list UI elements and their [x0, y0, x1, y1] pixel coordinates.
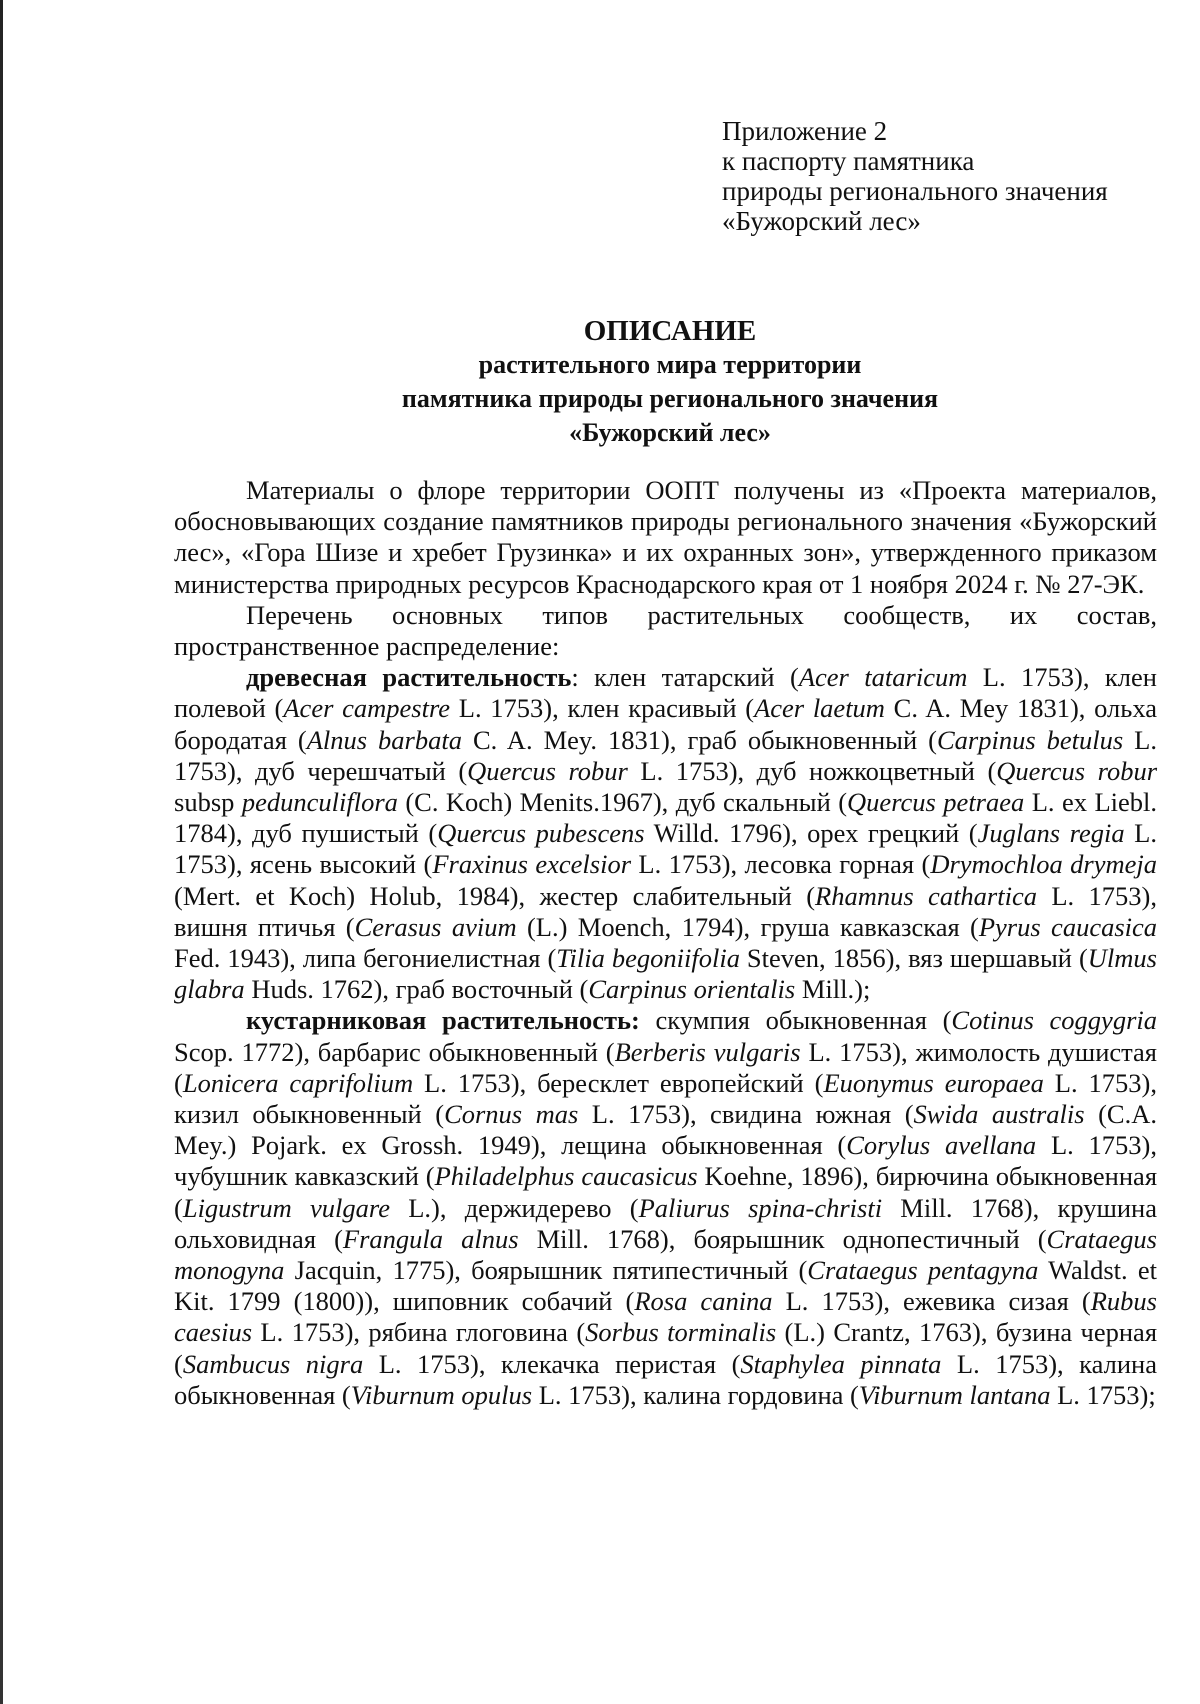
- text-run: L. 1753), клен полевой (: [174, 662, 1157, 724]
- text-run: L. 1753), ежевика сизая (: [772, 1286, 1091, 1317]
- latin-species-name: Acer campestre: [283, 693, 451, 724]
- text-run: Mill. 1768), боярышник однопестичный (: [518, 1223, 1047, 1254]
- latin-species-name: Ulmus glabra: [174, 943, 1157, 1005]
- text-run: Fed. 1943), липа бегониелистная (: [174, 943, 557, 974]
- latin-species-name: Rubus caesius: [174, 1286, 1157, 1348]
- latin-species-name: Acer laetum: [754, 693, 885, 724]
- text-run: L.), держидерево (: [390, 1192, 639, 1223]
- latin-species-name: Staphylea pinnata: [740, 1348, 942, 1379]
- text-run: L. 1753), дуб черешчатый (: [174, 724, 1157, 786]
- title-line: растительного мира территории: [478, 350, 862, 379]
- text-run: Jacquin, 1775), боярышник пятипестичный (: [284, 1255, 808, 1286]
- appendix-line: Приложение 2: [722, 116, 888, 146]
- latin-species-name: Swida australis: [913, 1099, 1085, 1130]
- woody-heading: древесная растительность: [246, 662, 572, 693]
- text-run: L. 1753), лесовка горная (: [631, 849, 931, 880]
- text-run: Mill.);: [795, 974, 871, 1005]
- text-run: Willd. 1796), орех грецкий (: [644, 818, 978, 849]
- latin-species-name: Juglans regia: [977, 818, 1125, 849]
- text-run: L. 1753), бересклет европейский (: [413, 1067, 824, 1098]
- latin-species-name: Quercus pubescens: [437, 818, 645, 849]
- latin-species-name: Drymochloa drymeja: [930, 849, 1158, 880]
- latin-species-name: Alnus barbata: [306, 724, 462, 755]
- text-run: L. 1753), свидина южная (: [578, 1099, 914, 1130]
- paragraph-list-intro: Перечень основных типов растительных сообществ, их состав, пространственное распределение:: [174, 599, 1157, 662]
- text-run: L. ex Liebl. 1784), дуб пушистый (: [174, 787, 1157, 849]
- shrub-heading: кустарниковая растительность:: [246, 1005, 640, 1036]
- paragraph-woody: [174, 662, 1157, 1005]
- title-line: «Бужорский лес»: [569, 418, 771, 447]
- latin-species-name: Rosa canina: [634, 1286, 773, 1317]
- text-run: L. 1753), клекачка перистая (: [363, 1348, 741, 1379]
- text-run: L. 1753);: [1050, 1379, 1156, 1410]
- text-run: L. 1753), чубушник кавказский (: [174, 1130, 1157, 1192]
- latin-species-name: Philadelphus caucasicus: [434, 1161, 698, 1192]
- text-run: L. 1753), калина гордовина (: [532, 1379, 859, 1410]
- document-body: [174, 475, 1157, 1411]
- woody-species-list: [174, 662, 1157, 1004]
- latin-species-name: Crataegus monogyna: [174, 1223, 1157, 1286]
- paragraph-materials: Материалы о флоре территории ООПТ получены из «Проекта материалов, обосновывающих создание памятников природы регионального значения «Бужорский лес», «Гора Шизе и хребет Грузинка» и их охранных зон», утвержденного приказом министерства природных ресурсов Краснодарского края от 1 ноября 2024 г. № 27-ЭК.: [174, 475, 1157, 599]
- text-run: L. 1753), клен красивый (: [450, 693, 755, 724]
- latin-species-name: Cornus mas: [444, 1099, 579, 1130]
- text-run: L. 1753), жимолость душистая (: [174, 1036, 1157, 1098]
- latin-species-name: Tilia begoniifolia: [556, 943, 740, 974]
- text-run: Scop. 1772), барбарис обыкновенный (: [174, 1036, 615, 1067]
- latin-species-name: Carpinus betulus: [936, 724, 1124, 755]
- document-title: [170, 314, 1170, 450]
- latin-species-name: Paliurus spina-christi: [638, 1192, 883, 1223]
- text-run: L. 1753), кизил обыкновенный (: [174, 1067, 1157, 1130]
- text-run: : клен татарский (: [571, 662, 799, 693]
- text-run: Koehne, 1896), бирючина обыкновенная (: [174, 1161, 1158, 1223]
- latin-species-name: Acer tataricum: [798, 662, 968, 693]
- latin-species-name: Ligustrum vulgare: [182, 1192, 390, 1223]
- appendix-header: [722, 116, 1108, 236]
- text-run: (C. Koch) Menits.1967), дуб скальный (: [397, 787, 848, 818]
- text-run: Waldst. et Kit. 1799 (1800)), шиповник собачий (: [174, 1255, 1157, 1317]
- text-run: L. 1753), рябина глоговина (: [252, 1317, 586, 1348]
- text-run: Huds. 1762), граб восточный (: [244, 974, 589, 1005]
- text-run: скумпия обыкновенная (: [639, 1005, 952, 1036]
- text-run: (Mert. et Koch) Holub, 1984), жестер слабительный (: [174, 880, 816, 911]
- text-run: (L.) Crantz, 1763), бузина черная (: [174, 1317, 1158, 1379]
- text-run: Steven, 1856), вяз шершавый (: [739, 943, 1088, 974]
- latin-species-name: Sorbus torminalis: [585, 1317, 777, 1348]
- text-run: L. 1753), дуб ножкоцветный (: [627, 755, 997, 786]
- latin-species-name: Quercus petraea: [847, 787, 1025, 818]
- scan-edge: [0, 0, 3, 1704]
- latin-species-name: Pyrus caucasica: [978, 911, 1158, 942]
- appendix-line: «Бужорский лес»: [722, 206, 921, 236]
- latin-species-name: Fraxinus excelsior: [432, 849, 632, 880]
- latin-species-name: Quercus robur: [467, 755, 628, 786]
- text-run: C. A. Mey 1831), ольха бородатая (: [174, 693, 1158, 755]
- latin-species-name: Cotinus coggygria: [951, 1005, 1157, 1036]
- latin-species-name: Sambucus nigra: [182, 1348, 364, 1379]
- text-run: C. A. Mey. 1831), граб обыкновенный (: [461, 724, 937, 755]
- shrub-species-list: [174, 1005, 1157, 1409]
- latin-species-name: Quercus robur: [996, 755, 1158, 786]
- text-run: Mill. 1768), крушина ольховидная (: [174, 1192, 1157, 1254]
- latin-species-name: Euonymus europaea: [823, 1067, 1044, 1098]
- appendix-line: к паспорту памятника: [722, 146, 975, 176]
- appendix-line: природы регионального значения: [722, 176, 1108, 206]
- latin-species-name: Corylus avellana: [846, 1130, 1037, 1161]
- latin-species-name: Viburnum opulus: [350, 1379, 533, 1410]
- latin-species-name: Berberis vulgaris: [614, 1036, 801, 1067]
- text-run: (C.A. Mey.) Pojark. ex Grossh. 1949), лещина обыкновенная (: [174, 1099, 1157, 1161]
- text-run: subsp: [174, 787, 242, 818]
- text-run: L. 1753), вишня птичья (: [174, 880, 1157, 942]
- title-main: ОПИСАНИЕ: [583, 315, 757, 347]
- paragraph-shrub: [174, 1005, 1157, 1411]
- latin-species-name: Carpinus orientalis: [588, 974, 796, 1005]
- latin-species-name: Frangula alnus: [342, 1223, 519, 1254]
- text-run: L. 1753), калина обыкновенная (: [174, 1348, 1157, 1410]
- latin-species-name: Cerasus avium: [354, 911, 517, 942]
- latin-species-name: pedunculiflora: [241, 787, 398, 818]
- text-run: (L.) Moench, 1794), груша кавказская (: [516, 911, 979, 942]
- text-run: L. 1753), ясень высокий (: [174, 818, 1157, 880]
- latin-species-name: Rhamnus cathartica: [815, 880, 1037, 911]
- latin-species-name: Lonicera caprifolium: [182, 1067, 414, 1098]
- latin-species-name: Crataegus pentagyna: [807, 1255, 1039, 1286]
- latin-species-name: Viburnum lantana: [858, 1379, 1051, 1410]
- title-line: памятника природы регионального значения: [401, 384, 939, 413]
